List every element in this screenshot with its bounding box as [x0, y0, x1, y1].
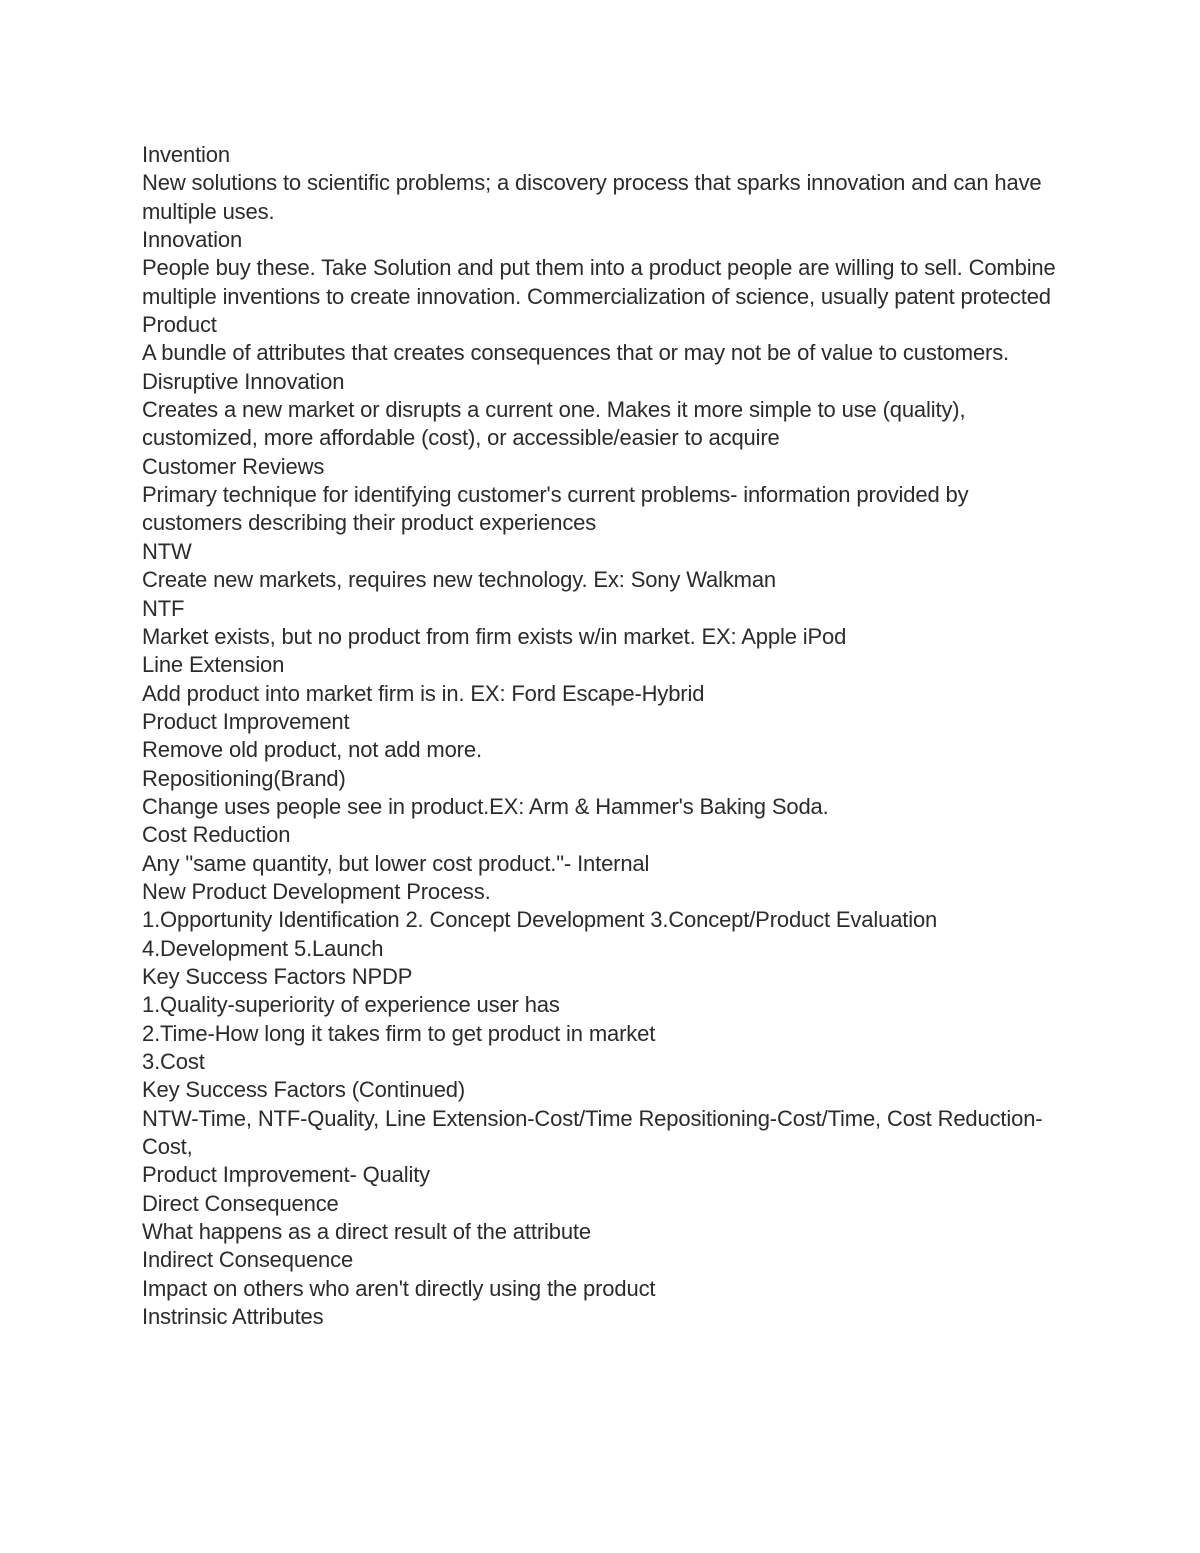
term-definition: Remove old product, not add more.: [142, 737, 482, 763]
document-body: [142, 141, 1072, 1331]
term-heading: Product: [142, 312, 217, 338]
term-definition: Product Improvement- Quality: [142, 1162, 431, 1188]
term-definition: NTW-Time, NTF-Quality, Line Extension-Cost/Time Repositioning-Cost/Time, Cost Reduction-Cost,: [142, 1105, 1043, 1160]
term-heading: Indirect Consequence: [142, 1247, 354, 1273]
term-definition: 2.Time-How long it takes firm to get product in market: [142, 1020, 656, 1046]
term-definition: 1.Opportunity Identification 2. Concept Development 3.Concept/Product Evaluation 4.Development 5.Launch: [142, 907, 938, 961]
term-definition: Market exists, but no product from firm exists w/in market. EX: Apple iPod: [142, 623, 847, 649]
term-definition: Creates a new market or disrupts a current one. Makes it more simple to use (quality), customized, more affordable (cost), or accessible/easier to acquire: [142, 397, 966, 451]
term-heading: Repositioning(Brand): [142, 765, 346, 791]
term-definition: New solutions to scientific problems; a discovery process that sparks innovation and can have multiple uses.: [142, 170, 1042, 224]
term-definition: People buy these. Take Solution and put them into a product people are willing to sell. Combine multiple inventions to create innovation. Commercialization of science, usually patent protected: [142, 255, 1056, 309]
term-heading: Innovation: [142, 227, 243, 253]
term-definition: Primary technique for identifying customer's current problems- information provided by customers describing their product experiences: [142, 482, 969, 536]
term-definition: A bundle of attributes that creates consequences that or may not be of value to customers.: [142, 340, 1010, 366]
term-heading: Direct Consequence: [142, 1190, 339, 1216]
term-definition: Create new markets, requires new technology. Ex: Sony Walkman: [142, 567, 777, 593]
term-heading: New Product Development Process.: [142, 878, 491, 904]
term-heading: Key Success Factors NPDP: [142, 963, 413, 989]
term-definition: Any "same quantity, but lower cost product."- Internal: [142, 850, 650, 876]
term-heading: NTW: [142, 538, 192, 564]
term-heading: NTF: [142, 595, 185, 621]
term-heading: Key Success Factors (Continued): [142, 1077, 466, 1103]
term-definition: 3.Cost: [142, 1049, 205, 1074]
term-heading: Invention: [142, 142, 230, 167]
term-definition: Add product into market firm is in. EX: Ford Escape-Hybrid: [142, 680, 705, 706]
term-definition: Impact on others who aren't directly using the product: [142, 1275, 656, 1301]
term-definition: What happens as a direct result of the attribute: [142, 1219, 591, 1245]
term-definition: Change uses people see in product.EX: Arm & Hammer's Baking Soda.: [142, 793, 829, 819]
term-heading: Product Improvement: [142, 708, 350, 734]
term-heading: Cost Reduction: [142, 822, 291, 848]
term-heading: Line Extension: [142, 652, 285, 678]
term-heading: Disruptive Innovation: [142, 368, 345, 394]
term-heading: Instrinsic Attributes: [142, 1304, 324, 1330]
term-heading: Customer Reviews: [142, 453, 325, 479]
term-definition: 1.Quality-superiority of experience user has: [142, 992, 560, 1018]
